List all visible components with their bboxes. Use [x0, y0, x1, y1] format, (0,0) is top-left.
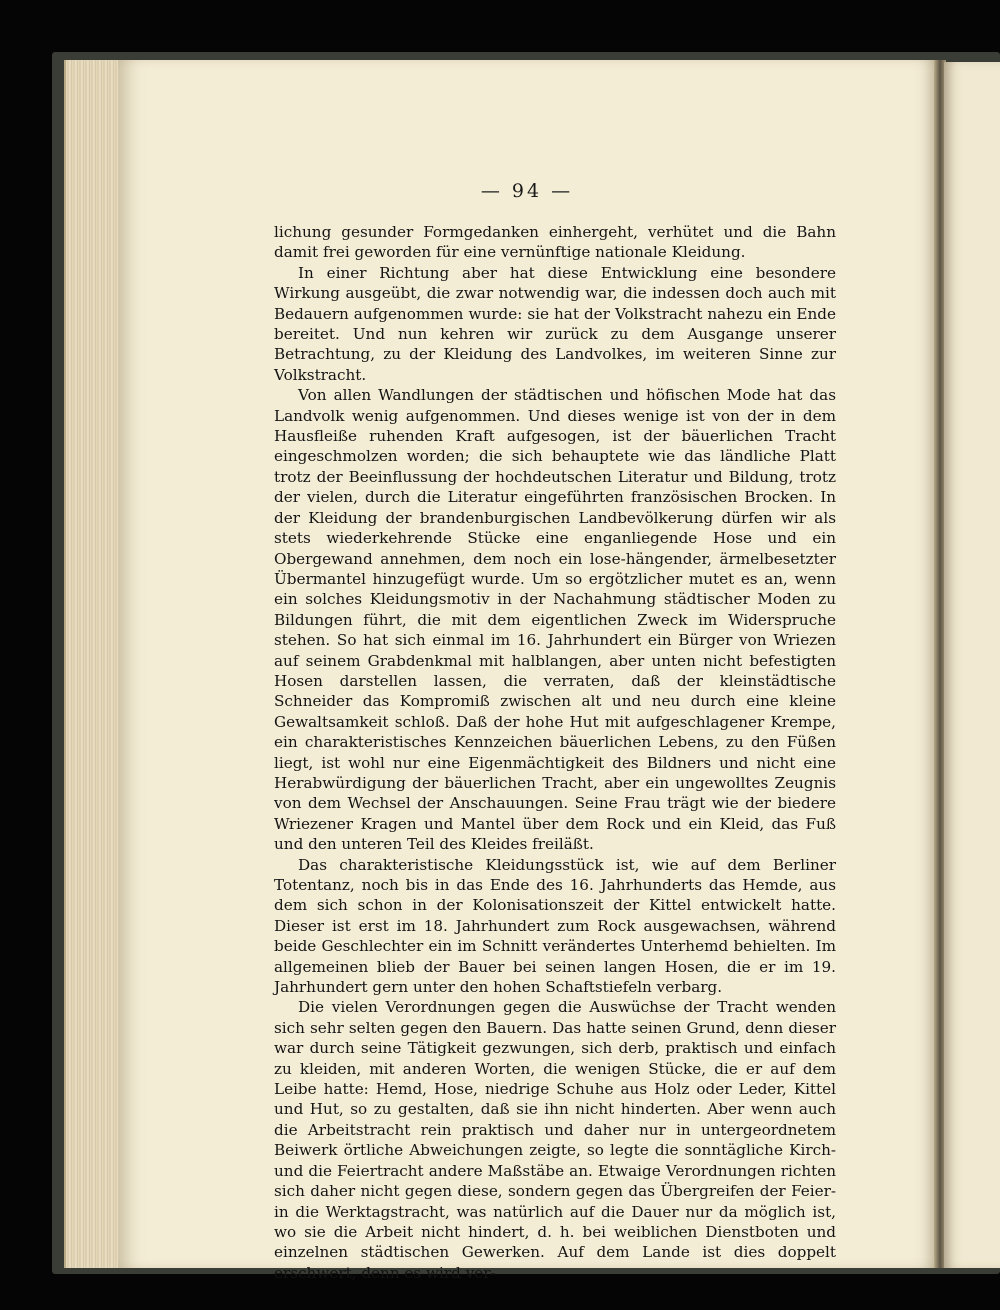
- paragraph: Die vielen Verordnungen gegen die Auswüchse der Tracht wenden sich sehr selten gegen den Bauern. Das hatte seinen Grund, denn dieser war durch seine Tätigkeit gezwungen, sich derb, praktisch und einfach zu kleiden, mit anderen Worten, die wenigen Stücke, die er auf dem Leibe hatte: Hemd, Hose, niedrige Schuhe aus Holz oder Leder, Kittel und Hut, so zu gestalten, daß sie ihn nicht hinderten. Aber wenn auch die Arbeitstracht rein praktisch und daher nur in untergeordnetem Beiwerk örtliche Abweichungen zeigte, so legte die sonntägliche Kirch- und die Feiertracht andere Maßstäbe an. Etwaige Verordnungen richten sich daher nicht gegen diese, sondern gegen das Übergreifen der Feier- in die Werktagstracht, was natürlich auf die Dauer nur da möglich ist, wo sie die Arbeit nicht hindert, d. h. bei weiblichen Dienstboten und einzelnen städtischen Gewerken. Auf dem Lande ist dies doppelt erschwert, denn es wird ver-: [274, 998, 836, 1282]
- page-edges: [64, 60, 122, 1268]
- paragraph: In einer Richtung aber hat diese Entwicklung eine besondere Wirkung ausgeübt, die zwar notwendig war, die indessen doch auch mit Bedauern aufgenommen wurde: sie hat der Volkstracht nahezu ein Ende bereitet. Und nun kehren wir zurück zu dem Ausgange unserer Betrachtung, zu der Kleidung des Landvolkes, im weiteren Sinne zur Volkstracht.: [274, 263, 836, 384]
- page-number: — 94 —: [480, 180, 574, 202]
- next-page-edge: [944, 62, 1000, 1268]
- body-text: [274, 222, 836, 1283]
- paragraph: Von allen Wandlungen der städtischen und höfischen Mode hat das Landvolk wenig aufgenommen. Und dieses wenige ist von der in dem Hausfleiße ruhenden Kraft aufgesogen, ist der bäuerlichen Tracht eingeschmolzen worden; die sich behauptete wie das ländliche Platt trotz der Beeinflussung der hochdeutschen Literatur und Bildung, trotz der vielen, durch die Literatur eingeführten französischen Brocken. In der Kleidung der brandenburgischen Landbevölkerung dürfen wir als stets wiederkehrende Stücke eine enganliegende Hose und ein Obergewand annehmen, dem noch ein lose-hängender, ärmelbesetzter Übermantel hinzugefügt wurde. Um so ergötzlicher mutet es an, wenn ein solches Kleidungsmotiv in der Nachahmung städtischer Moden zu Bildungen führt, die mit dem eigentlichen Zweck im Widerspruche stehen. So hat sich einmal im 16. Jahrhundert ein Bürger von Wriezen auf seinem Grabdenkmal mit halblangen, aber unten nicht befestigten Hosen darstellen lassen, die verraten, daß der kleinstädtische Schneider das Kompromiß zwischen alt und neu durch eine kleine Gewaltsamkeit schloß. Daß der hohe Hut mit aufgeschlagener Krempe, ein charakteristisches Kennzeichen bäuerlichen Lebens, zu den Füßen liegt, ist wohl nur eine Eigenmächtigkeit des Bildners und nicht eine Herabwürdigung der bäuerlichen Tracht, aber ein ungewolltes Zeugnis von dem Wechsel der Anschauungen. Seine Frau trägt wie der biedere Wriezener Kragen und Mantel über dem Rock und ein Kleid, das Fuß und den unteren Teil des Kleides freiläßt.: [274, 386, 836, 854]
- paragraph: lichung gesunder Formgedanken einhergeht, verhütet und die Bahn damit frei geworden für eine vernünftige nationale Kleidung.: [274, 223, 836, 262]
- paragraph: Das charakteristische Kleidungsstück ist, wie auf dem Berliner Totentanz, noch bis in das Ende des 16. Jahrhunderts das Hemde, aus dem sich schon in der Kolonisationszeit der Kittel entwickelt hatte. Dieser ist erst im 18. Jahrhundert zum Rock ausgewachsen, während beide Geschlechter ein im Schnitt verändertes Unterhemd behielten. Im allgemeinen blieb der Bauer bei seinen langen Hosen, die er im 19. Jahrhundert gern unter den hohen Schaftstiefeln verbarg.: [274, 855, 836, 997]
